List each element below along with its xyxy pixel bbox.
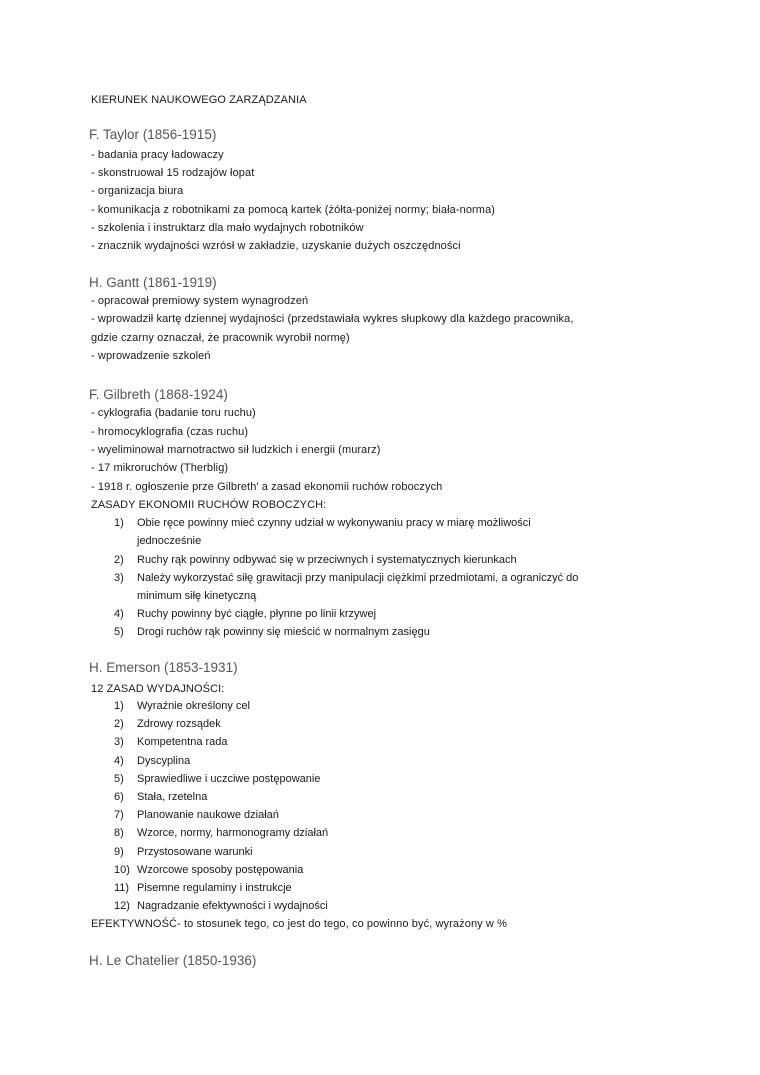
numbered-item: Nagradzanie efektywności i wydajności	[137, 900, 328, 913]
list-item: - wyeliminował marnotractwo sił ludzkich i energii (murarz)	[91, 444, 381, 456]
list-item: - cyklografia (badanie toru ruchu)	[91, 407, 256, 419]
list-number: 10)	[114, 863, 130, 876]
numbered-item: Należy wykorzystać siłę grawitacji przy manipulacji ciężkimi przedmiotami, a ograniczyć do	[137, 572, 579, 584]
list-number: 5)	[114, 626, 124, 638]
list-item: - szkolenia i instruktarz dla mało wydajnych robotników	[91, 222, 364, 234]
numbered-item: Kompetentna rada	[137, 736, 228, 749]
document-title: KIERUNEK NAUKOWEGO ZARZĄDZANIA	[91, 94, 307, 106]
list-item: - skonstruował 15 rodzajów łopat	[91, 167, 255, 179]
section-heading-gantt: H. Gantt (1861-1919)	[89, 275, 217, 290]
list-item: - wprowadził kartę dziennej wydajności (przedstawiała wykres słupkowy dla każdego pracownika,	[91, 313, 574, 325]
numbered-item: Wzorce, normy, harmonogramy działań	[137, 827, 329, 840]
list-number: 4)	[114, 608, 124, 620]
list-item: - hromocyklografia (czas ruchu)	[91, 426, 249, 438]
list-number: 5)	[114, 772, 124, 785]
numbered-item: Ruchy rąk powinny odbywać się w przeciwnych i systematycznych kierunkach	[137, 554, 517, 566]
list-item: - 1918 r. ogłoszenie prze Gilbreth' a zasad ekonomii ruchów roboczych	[91, 481, 443, 493]
numbered-item: Dyscyplina	[137, 754, 191, 767]
list-number: 7)	[114, 809, 124, 822]
numbered-item: Drogi ruchów rąk powinny się mieścić w normalnym zasięgu	[137, 626, 430, 638]
numbered-item: Wzorcowe sposoby postępowania	[137, 863, 304, 876]
rules-heading: 12 ZASAD WYDAJNOŚCI:	[91, 683, 225, 695]
section-heading-taylor: F. Taylor (1856-1915)	[89, 127, 217, 142]
section-heading-chatelier: H. Le Chatelier (1850-1936)	[89, 953, 257, 968]
list-item: - badania pracy ładowaczy	[91, 149, 224, 161]
list-item: - komunikacja z robotnikami za pomocą kartek (żółta-poniżej normy; biała-norma)	[91, 204, 496, 216]
numbered-item: Obie ręce powinny mieć czynny udział w wykonywaniu pracy w miarę możliwości	[137, 517, 531, 529]
numbered-item-continuation: jednocześnie	[137, 535, 202, 547]
list-number: 4)	[114, 754, 124, 767]
numbered-item: Stała, rzetelna	[137, 791, 208, 803]
list-number: 9)	[114, 845, 124, 858]
list-number: 11)	[114, 882, 130, 894]
section-heading-gilbreth: F. Gilbreth (1868-1924)	[89, 387, 228, 402]
rules-heading: ZASADY EKONOMII RUCHÓW ROBOCZYCH:	[91, 499, 327, 511]
list-number: 2)	[114, 718, 124, 731]
numbered-item: Wyraźnie określony cel	[137, 700, 250, 712]
list-number: 12)	[114, 900, 130, 913]
list-number: 1)	[114, 517, 124, 529]
numbered-item: Sprawiedliwe i uczciwe postępowanie	[137, 772, 321, 785]
list-number: 8)	[114, 827, 124, 840]
numbered-item-continuation: minimum siłę kinetyczną	[137, 590, 257, 602]
list-number: 3)	[114, 736, 124, 749]
list-item: - organizacja biura	[91, 185, 184, 197]
numbered-item: Pisemne regulaminy i instrukcje	[137, 882, 292, 894]
list-number: 1)	[114, 700, 124, 712]
list-number: 2)	[114, 554, 124, 566]
list-item: - wprowadzenie szkoleń	[91, 350, 211, 362]
definition-text: EFEKTYWNOŚĆ- to stosunek tego, co jest do tego, co powinno być, wyrażony w %	[91, 918, 507, 930]
list-number: 3)	[114, 572, 124, 584]
numbered-item: Planowanie naukowe działań	[137, 809, 279, 822]
numbered-item: Ruchy powinny być ciągłe, płynne po linii krzywej	[137, 608, 377, 620]
list-number: 6)	[114, 791, 124, 803]
numbered-item: Zdrowy rozsądek	[137, 718, 221, 731]
section-heading-emerson: H. Emerson (1853-1931)	[89, 660, 238, 675]
list-item: gdzie czarny oznaczał, że pracownik wyrobił normę)	[91, 332, 350, 344]
numbered-item: Przystosowane warunki	[137, 845, 253, 858]
list-item: - znacznik wydajności wzrósł w zakładzie, uzyskanie dużych oszczędności	[91, 240, 461, 252]
list-item: - 17 mikroruchów (Therblig)	[91, 462, 229, 474]
list-item: - opracował premiowy system wynagrodzeń	[91, 295, 309, 307]
